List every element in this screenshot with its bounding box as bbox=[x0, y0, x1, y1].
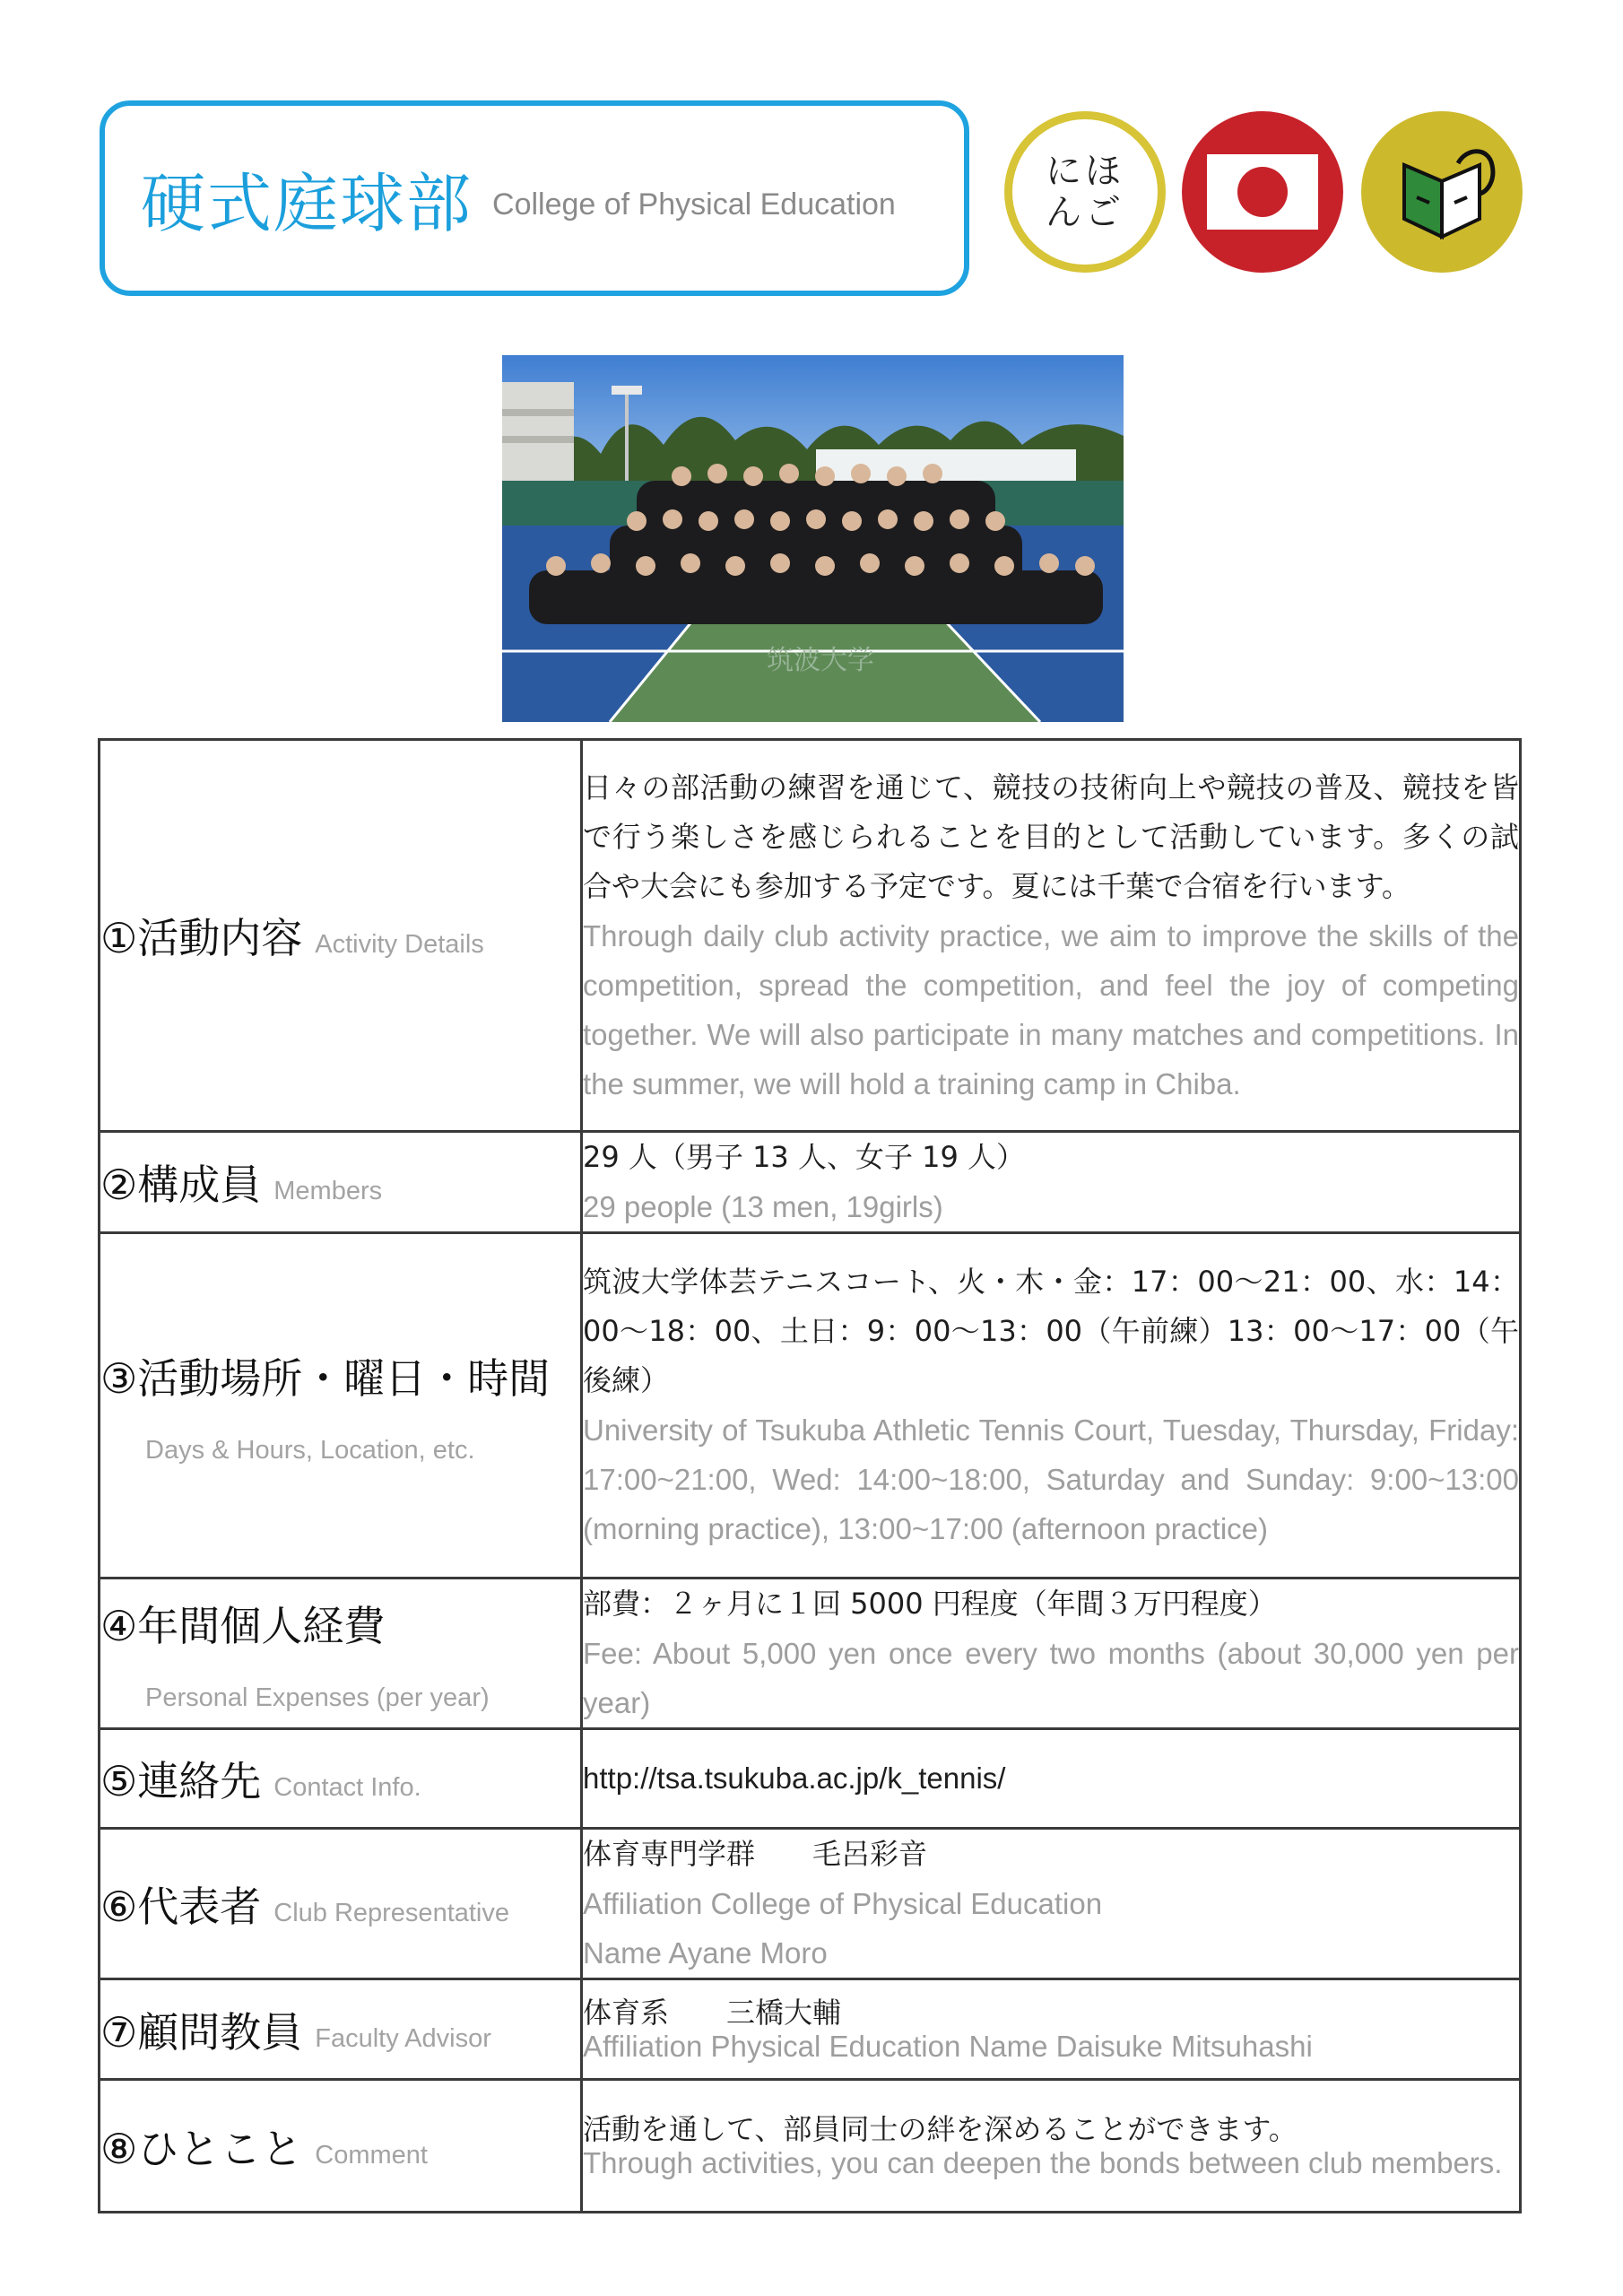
activity-text-en: Through daily club activity practice, we aim to improve the skills of the competition, spread the competition, and feel the joy of competing together. We will also participate in many matches and competitions. In the summer, we will hold a training camp in Chiba. bbox=[583, 918, 1519, 1100]
advisor-text-en: Affiliation Physical Education Name Daisuke Mitsuhashi bbox=[583, 2029, 1313, 2063]
table-row bbox=[100, 1233, 1521, 1578]
representative-affiliation-en: Affiliation College of Physical Education bbox=[583, 1887, 1103, 1920]
advisor-text-jp: 体育系 三橋大輔 bbox=[583, 1995, 842, 2030]
advisor-label-jp: ⑦顧問教員 bbox=[100, 2007, 303, 2057]
table-row bbox=[100, 1829, 1521, 1979]
members-label-jp: ②構成員 bbox=[100, 1161, 262, 1209]
contact-label-en: Contact Info. bbox=[273, 1773, 421, 1802]
comment-text-jp: 活動を通して、部員同士の絆を深めることができます。 bbox=[583, 2111, 1298, 2146]
expenses-text-jp: 部費：２ヶ月に１回 5000 円程度（年間３万円程度） bbox=[583, 1587, 1277, 1621]
schedule-text-en: University of Tsukuba Athletic Tennis Court, Tuesday, Thursday, Friday: 17:00~21:00, Wed: 14:00~18:00, Saturday and Sunday: 9:00~13:00 (morning practice), 13:00~17:00 (afternoon practice) bbox=[583, 1413, 1519, 1545]
members-label-en: Members bbox=[273, 1177, 383, 1205]
comment-label-en: Comment bbox=[315, 2140, 428, 2170]
table-row bbox=[100, 740, 1521, 1132]
japan-flag-icon bbox=[1182, 111, 1343, 273]
schedule-label-en: Days & Hours, Location, etc. bbox=[145, 1435, 475, 1465]
members-text-jp: 29 人（男子 13 人、女子 19 人） bbox=[583, 1140, 1026, 1174]
schedule-label-jp: ③活動場所・曜日・時間 bbox=[100, 1353, 551, 1403]
activity-label-jp: ①活動内容 bbox=[100, 914, 303, 962]
expenses-text-en: Fee: About 5,000 yen once every two months (about 30,000 yen per year) bbox=[583, 1637, 1519, 1719]
activity-text-jp: 日々の部活動の練習を通じて、競技の技術向上や競技の普及、競技を皆で行う楽しさを感じられることを目的として活動しています。多くの試合や大会にも参加する予定です。夏には千葉で合宿を行います。 bbox=[583, 770, 1519, 903]
expenses-label-jp: ④年間個人経費 bbox=[100, 1602, 386, 1650]
title-box bbox=[100, 100, 969, 296]
nihongo-line-2: んご bbox=[1046, 192, 1124, 233]
advisor-label-en: Faculty Advisor bbox=[315, 2023, 491, 2053]
nihongo-badge-icon bbox=[1004, 111, 1166, 273]
activity-label-en: Activity Details bbox=[315, 930, 484, 959]
contact-url-link[interactable]: http://tsa.tsukuba.ac.jp/k_tennis/ bbox=[583, 1761, 1006, 1795]
expenses-label-en: Personal Expenses (per year) bbox=[145, 1683, 490, 1712]
table-row bbox=[100, 2080, 1521, 2213]
schedule-text-jp: 筑波大学体芸テニスコート、火・木・金：17：00～21：00、水：14：00～18：00、土日：9：00～13：00（午前練）13：00～17：00（午後練） bbox=[583, 1265, 1519, 1397]
representative-label-en: Club Representative bbox=[273, 1898, 510, 1927]
college-subtitle: College of Physical Education bbox=[492, 187, 896, 222]
team-photo bbox=[502, 355, 1124, 722]
representative-name-en: Name Ayane Moro bbox=[583, 1936, 828, 1970]
table-row bbox=[100, 1729, 1521, 1829]
table-row bbox=[100, 1578, 1521, 1729]
court-banner-text: 筑波大学 bbox=[767, 645, 874, 676]
table-row bbox=[100, 1132, 1521, 1233]
nihongo-line-1: にほ bbox=[1046, 151, 1124, 192]
club-title: 硬式庭球部 bbox=[141, 166, 473, 241]
representative-label-jp: ⑥代表者 bbox=[100, 1882, 262, 1931]
comment-text-en: Through activities, you can deepen the bonds between club members. bbox=[583, 2145, 1503, 2179]
table-row bbox=[100, 1979, 1521, 2080]
members-text-en: 29 people (13 men, 19girls) bbox=[583, 1190, 943, 1223]
club-info-table bbox=[98, 738, 1522, 2213]
flexed-arm-icon bbox=[1361, 111, 1523, 273]
representative-text-jp: 体育専門学群 毛呂彩音 bbox=[583, 1837, 928, 1871]
comment-label-jp: ⑧ひとこと bbox=[100, 2124, 303, 2173]
contact-label-jp: ⑤連絡先 bbox=[100, 1757, 262, 1805]
